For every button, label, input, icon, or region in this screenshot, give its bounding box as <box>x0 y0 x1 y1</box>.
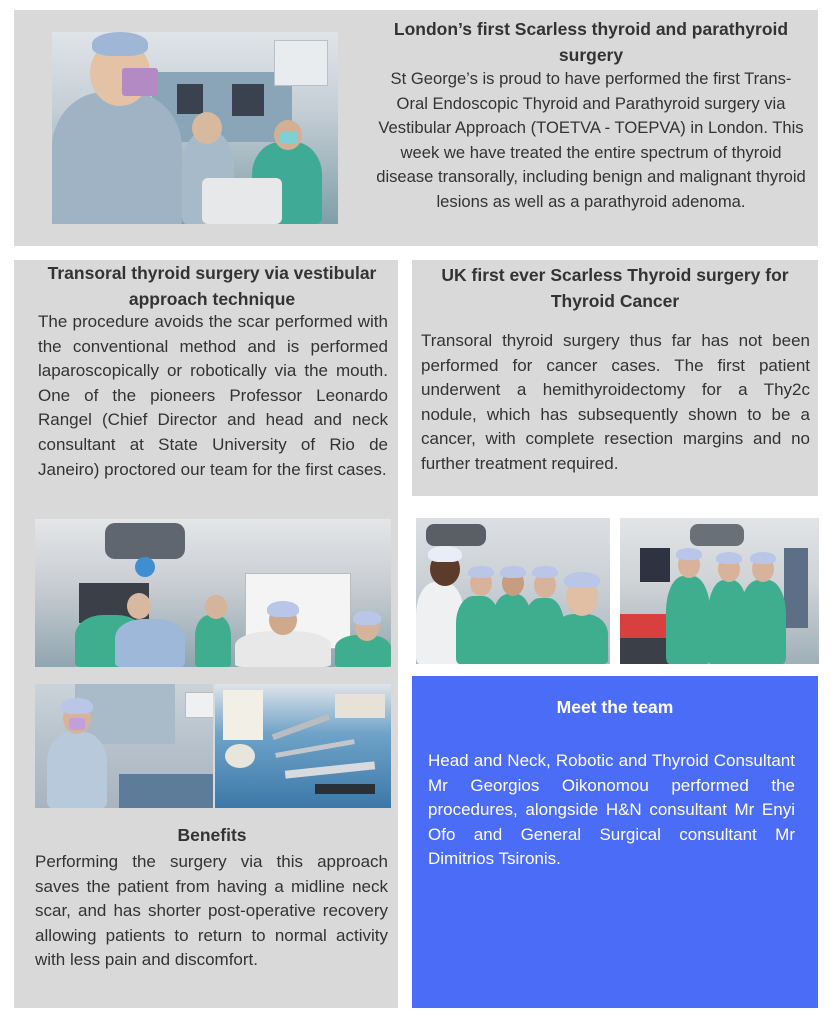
team-panel <box>412 676 818 1008</box>
cancer-title: UK first ever Scarless Thyroid surgery for Thyroid Cancer <box>441 265 789 311</box>
cancer-panel <box>412 260 818 496</box>
photo-surgical-instruments <box>215 684 391 808</box>
technique-text: The procedure avoids the scar performed with the conventional method and is performed laparoscopically or robotically via the mouth. One of the pioneers Professor Leonardo Rangel (Chief Director and head and neck consultant at State University of Rio de Janeiro) proctored our team for the first cases. <box>38 312 388 479</box>
left-panel <box>14 260 398 1008</box>
photo-surgeon-waving <box>35 684 213 808</box>
cancer-text: Transoral thyroid surgery thus far has not been performed for cancer cases. The first patient underwent a hemithyroidectomy for a Thy2c nodule, which has subsequently shown to be a cancer, with complete resection margins and no further treatment required. <box>421 331 810 473</box>
team-text: Head and Neck, Robotic and Thyroid Consultant Mr Georgios Oikonomou performed the procedures, alongside H&N consultant Mr Enyi Ofo and General Surgical consultant Mr Dimitrios Tsironis. <box>428 751 795 869</box>
top-panel-text: St George’s is proud to have performed the first Trans-Oral Endoscopic Thyroid and Parathyroid surgery via Vestibular Approach (TOETVA - TOEPVA) in London. This week we have treated the entire spectrum of thyroid disease transorally, including benign and malignant thyroid lesions as well as a parathyroid adenoma. <box>376 69 806 211</box>
top-panel <box>14 10 818 246</box>
photo-operating-room-team-scene <box>35 519 391 667</box>
benefits-text: Performing the surgery via this approach saves the patient from having a midline neck scar, and has shorter post-operative recovery allowing patients to return to normal activity with less pain and discomfort. <box>35 852 388 970</box>
photo-surgeon-operating <box>52 32 338 224</box>
technique-title: Transoral thyroid surgery via vestibular approach technique <box>47 263 377 309</box>
photo-operating-room-team <box>35 519 391 667</box>
photo-surgeon-waving-scene <box>35 684 213 808</box>
photo-team-group-scene <box>416 518 610 664</box>
photo-team-in-theatre-scene <box>620 518 819 664</box>
photo-surgeon-operating-scene <box>52 32 338 224</box>
top-panel-title: London’s first Scarless thyroid and parathyroid surgery <box>393 19 789 65</box>
photo-team-in-theatre <box>620 518 819 664</box>
benefits-title: Benefits <box>177 825 247 845</box>
photo-team-group <box>416 518 610 664</box>
photo-surgical-instruments-scene <box>215 684 391 808</box>
team-title: Meet the team <box>556 697 674 717</box>
